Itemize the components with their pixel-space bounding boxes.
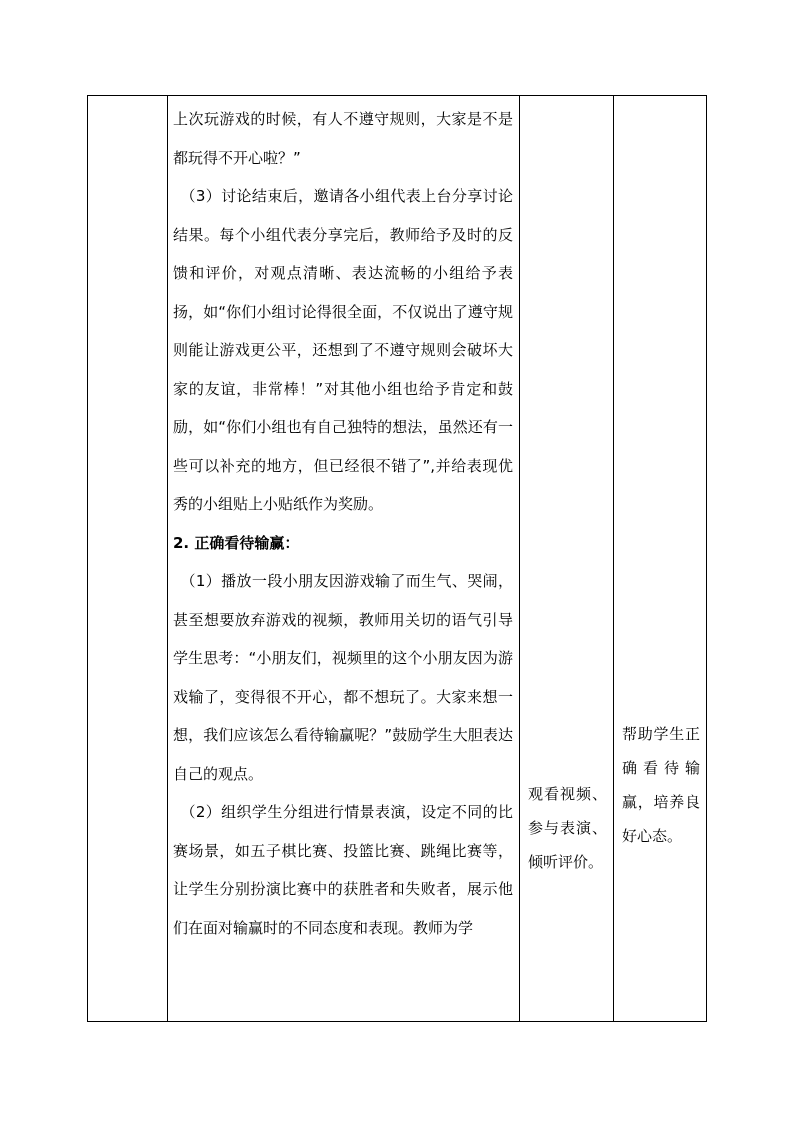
paragraph-step-1-video: （1）播放一段小朋友因游戏输了而生气、哭闹，甚至想要放弃游戏的视频，教师用关切的语气引导学生思考：“小朋友们，视频里的这个小朋友因为游戏输了，变得很不开心，都不想玩了。大家来想一想，我们应该怎么看待输赢呢？”鼓励学生大胆表达自己的观点。	[173, 572, 513, 783]
design-intent-text: 帮助学生正确看待输赢，培养良好心态。	[622, 725, 700, 845]
paragraph-step-2-role-play: （2）组织学生分组进行情景表演，设定不同的比赛场景，如五子棋比赛、投篮比赛、跳绳比赛等，让学生分别扮演比赛中的获胜者和失败者，展示他们在面对输赢时的不同态度和表现。教师为学	[173, 803, 513, 937]
design-intent-cell	[614, 96, 707, 1022]
teacher-activity-cell	[168, 96, 520, 1022]
student-activity-text: 观看视频、参与表演、倾听评价。	[528, 785, 607, 871]
lesson-plan-row	[88, 96, 707, 1022]
paragraph-step-3-discussion-sharing: （3）讨论结束后，邀请各小组代表上台分享讨论结果。每个小组代表分享完后，教师给予及时的反馈和评价，对观点清晰、表达流畅的小组给予表扬，如“你们小组讨论得很全面，不仅说出了遵守规则能让游戏更公平，还想到了不遵守规则会破坏大家的友谊，非常棒！”对其他小组也给予肯定和鼓励，如“你们小组也有自己独特的想法，虽然还有一些可以补充的地方，但已经很不错了”,并给表现优秀的小组贴上小贴纸作为奖励。	[173, 187, 513, 513]
paragraph-continuation: 上次玩游戏的时候，有人不遵守规则，大家是不是都玩得不开心啦？”	[173, 110, 513, 167]
student-activity-cell	[520, 96, 614, 1022]
section-heading-win-lose: 2. 正确看待输赢：	[173, 533, 300, 552]
stage-cell	[88, 96, 168, 1022]
lesson-plan-table	[87, 95, 707, 1022]
